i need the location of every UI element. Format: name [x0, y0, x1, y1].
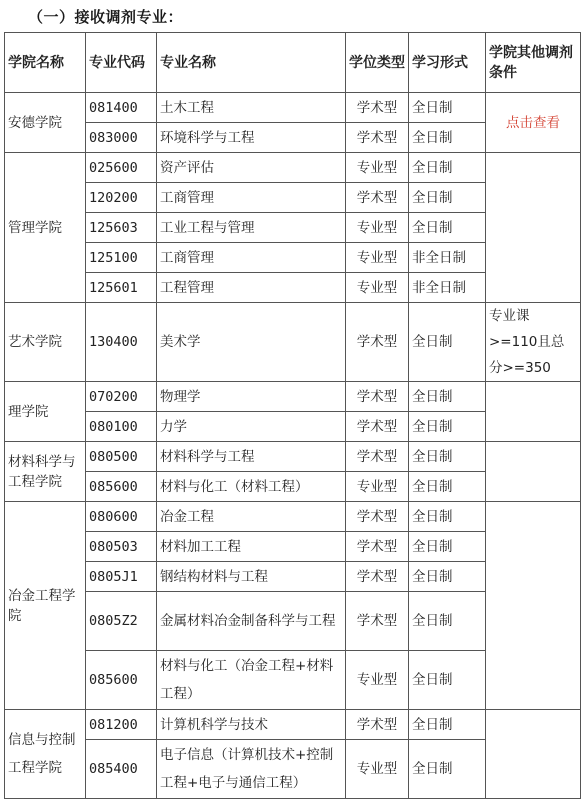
code-cell: 125603 — [86, 213, 157, 243]
major-cell: 电子信息（计算机技术+控制工程+电子与通信工程） — [157, 740, 346, 799]
code-cell: 120200 — [86, 183, 157, 213]
degree-cell: 专业型 — [346, 740, 409, 799]
code-cell: 085600 — [86, 472, 157, 502]
college-cell: 信息与控制工程学院 — [5, 710, 86, 799]
degree-cell: 学术型 — [346, 532, 409, 562]
table-row — [5, 303, 581, 382]
study-cell: 全日制 — [409, 740, 486, 799]
code-cell: 025600 — [86, 153, 157, 183]
degree-cell: 学术型 — [346, 123, 409, 153]
major-cell: 计算机科学与技术 — [157, 710, 346, 740]
study-cell: 全日制 — [409, 93, 486, 123]
major-cell: 资产评估 — [157, 153, 346, 183]
degree-cell: 专业型 — [346, 651, 409, 710]
major-cell: 工业工程与管理 — [157, 213, 346, 243]
study-cell: 全日制 — [409, 532, 486, 562]
degree-cell: 学术型 — [346, 412, 409, 442]
degree-cell: 专业型 — [346, 243, 409, 273]
degree-cell: 专业型 — [346, 213, 409, 243]
major-cell: 环境科学与工程 — [157, 123, 346, 153]
major-cell: 土木工程 — [157, 93, 346, 123]
study-cell: 全日制 — [409, 710, 486, 740]
study-cell: 全日制 — [409, 412, 486, 442]
major-cell: 美术学 — [157, 303, 346, 382]
code-cell: 0805Z2 — [86, 592, 157, 651]
degree-cell: 学术型 — [346, 93, 409, 123]
header-study: 学习形式 — [409, 33, 486, 93]
study-cell: 全日制 — [409, 213, 486, 243]
study-cell: 全日制 — [409, 502, 486, 532]
major-cell: 材料与化工（材料工程） — [157, 472, 346, 502]
study-cell: 全日制 — [409, 562, 486, 592]
table-row — [5, 382, 581, 412]
header-college: 学院名称 — [5, 33, 86, 93]
code-cell: 070200 — [86, 382, 157, 412]
degree-cell: 学术型 — [346, 382, 409, 412]
degree-cell: 学术型 — [346, 502, 409, 532]
table-row — [5, 502, 581, 532]
degree-cell: 专业型 — [346, 153, 409, 183]
conditions-cell — [486, 502, 581, 710]
study-cell: 全日制 — [409, 651, 486, 710]
table-row — [5, 442, 581, 472]
major-cell: 工程管理 — [157, 273, 346, 303]
study-cell: 全日制 — [409, 382, 486, 412]
major-cell: 工商管理 — [157, 183, 346, 213]
code-cell: 080600 — [86, 502, 157, 532]
table-row — [5, 93, 581, 123]
major-cell: 材料科学与工程 — [157, 442, 346, 472]
conditions-cell: 专业课>=110且总分>=350 — [486, 303, 581, 382]
major-cell: 材料加工工程 — [157, 532, 346, 562]
study-cell: 全日制 — [409, 183, 486, 213]
major-cell: 金属材料冶金制备科学与工程 — [157, 592, 346, 651]
conditions-cell — [486, 93, 581, 153]
code-cell: 0805J1 — [86, 562, 157, 592]
table-header-row — [5, 33, 581, 93]
major-cell: 工商管理 — [157, 243, 346, 273]
header-code: 专业代码 — [86, 33, 157, 93]
college-cell: 艺术学院 — [5, 303, 86, 382]
degree-cell: 学术型 — [346, 710, 409, 740]
table-row — [5, 710, 581, 740]
study-cell: 非全日制 — [409, 273, 486, 303]
college-cell: 安德学院 — [5, 93, 86, 153]
major-cell: 力学 — [157, 412, 346, 442]
major-cell: 冶金工程 — [157, 502, 346, 532]
degree-cell: 学术型 — [346, 303, 409, 382]
code-cell: 081400 — [86, 93, 157, 123]
admission-table — [4, 32, 581, 799]
degree-cell: 学术型 — [346, 442, 409, 472]
code-cell: 125100 — [86, 243, 157, 273]
conditions-cell — [486, 382, 581, 442]
study-cell: 全日制 — [409, 442, 486, 472]
major-cell: 材料与化工（冶金工程+材料工程） — [157, 651, 346, 710]
study-cell: 全日制 — [409, 303, 486, 382]
conditions-cell — [486, 442, 581, 502]
table-row — [5, 153, 581, 183]
college-cell: 管理学院 — [5, 153, 86, 303]
study-cell: 全日制 — [409, 123, 486, 153]
code-cell: 080500 — [86, 442, 157, 472]
code-cell: 125601 — [86, 273, 157, 303]
section-heading: （一）接收调剂专业： — [28, 8, 184, 26]
major-cell: 物理学 — [157, 382, 346, 412]
code-cell: 085600 — [86, 651, 157, 710]
header-conditions: 学院其他调剂条件 — [486, 33, 581, 93]
study-cell: 全日制 — [409, 592, 486, 651]
college-cell: 材料科学与工程学院 — [5, 442, 86, 502]
study-cell: 非全日制 — [409, 243, 486, 273]
study-cell: 全日制 — [409, 472, 486, 502]
college-cell: 理学院 — [5, 382, 86, 442]
degree-cell: 学术型 — [346, 183, 409, 213]
degree-cell: 专业型 — [346, 273, 409, 303]
major-cell: 钢结构材料与工程 — [157, 562, 346, 592]
college-cell: 冶金工程学院 — [5, 502, 86, 710]
study-cell: 全日制 — [409, 153, 486, 183]
conditions-cell — [486, 710, 581, 799]
code-cell: 080503 — [86, 532, 157, 562]
degree-cell: 学术型 — [346, 592, 409, 651]
code-cell: 081200 — [86, 710, 157, 740]
conditions-cell — [486, 153, 581, 303]
degree-cell: 学术型 — [346, 562, 409, 592]
code-cell: 130400 — [86, 303, 157, 382]
header-major: 专业名称 — [157, 33, 346, 93]
view-conditions-link[interactable]: 点击查看 — [506, 114, 560, 131]
code-cell: 080100 — [86, 412, 157, 442]
code-cell: 085400 — [86, 740, 157, 799]
code-cell: 083000 — [86, 123, 157, 153]
degree-cell: 专业型 — [346, 472, 409, 502]
header-degree: 学位类型 — [346, 33, 409, 93]
